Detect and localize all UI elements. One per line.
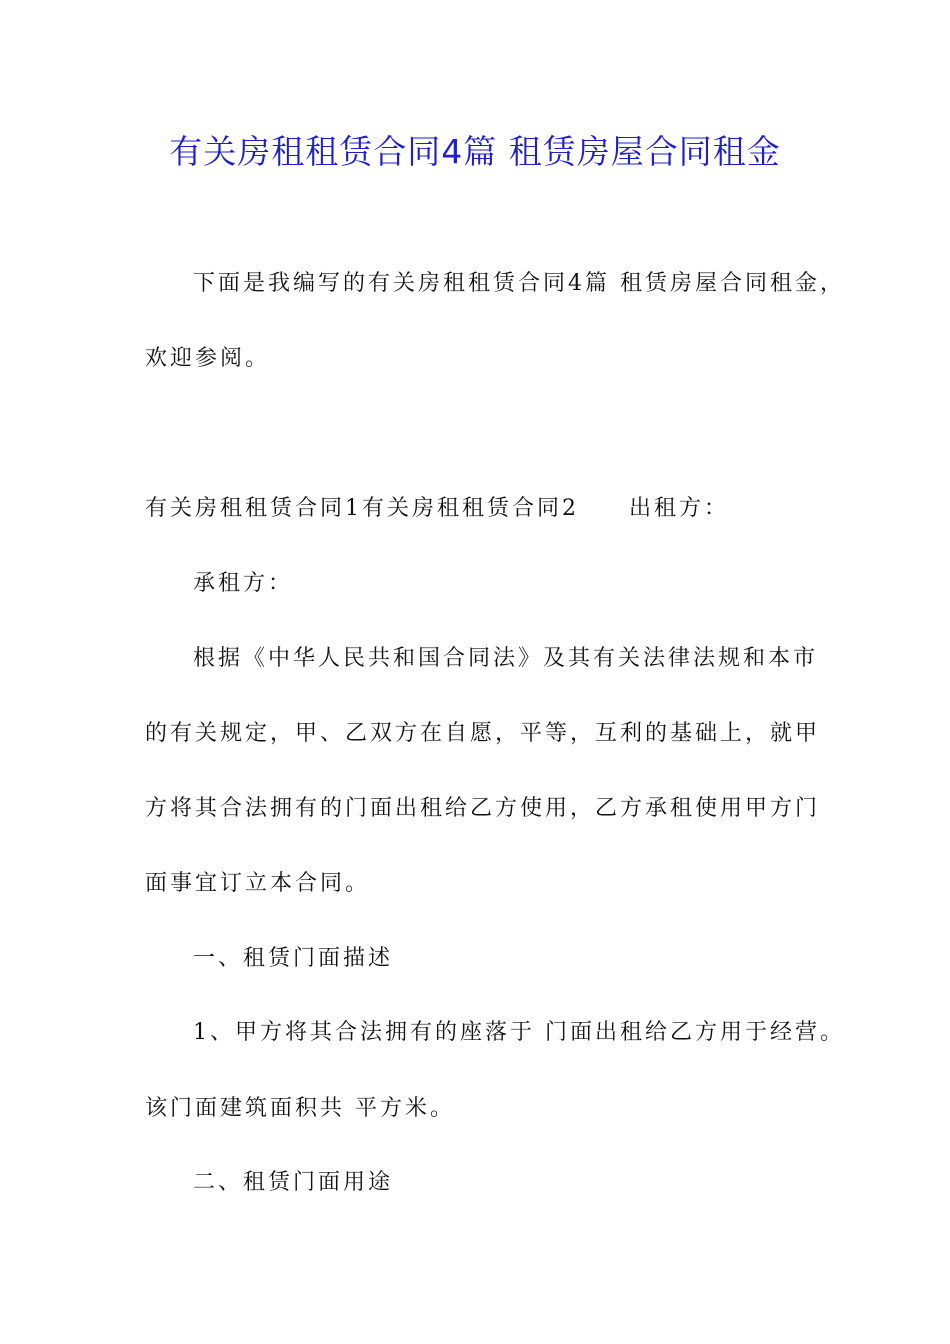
paragraph-basis-line-4: 面事宜订立本合同。 [145,871,371,896]
clause-1-line-2: 该门面建筑面积共 平方米。 [145,1096,455,1121]
section-heading-1: 一、租赁门面描述 [193,946,394,971]
clause-1-line-1: 1、甲方将其合法拥有的座落于 门面出租给乙方用于经营。 [193,1020,845,1045]
paragraph-lessee: 承租方： [193,571,294,596]
paragraph-contract-heading: 有关房租租赁合同1有关房租租赁合同2 出租方： [145,496,729,521]
paragraph-intro-line-1: 下面是我编写的有关房租租赁合同4篇 租赁房屋合同租金， [193,271,845,296]
paragraph-basis-line-3: 方将其合法拥有的门面出租给乙方使用，乙方承租使用甲方门 [145,796,821,821]
section-heading-2: 二、租赁门面用途 [193,1170,394,1195]
paragraph-basis-line-1: 根据《中华人民共和国合同法》及其有关法律法规和本市 [193,646,819,671]
paragraph-basis-line-2: 的有关规定，甲、乙双方在自愿，平等，互利的基础上，就甲 [145,721,821,746]
document-title: 有关房租租赁合同4篇 租赁房屋合同租金 [169,132,781,171]
paragraph-intro-line-2: 欢迎参阅。 [145,346,271,371]
